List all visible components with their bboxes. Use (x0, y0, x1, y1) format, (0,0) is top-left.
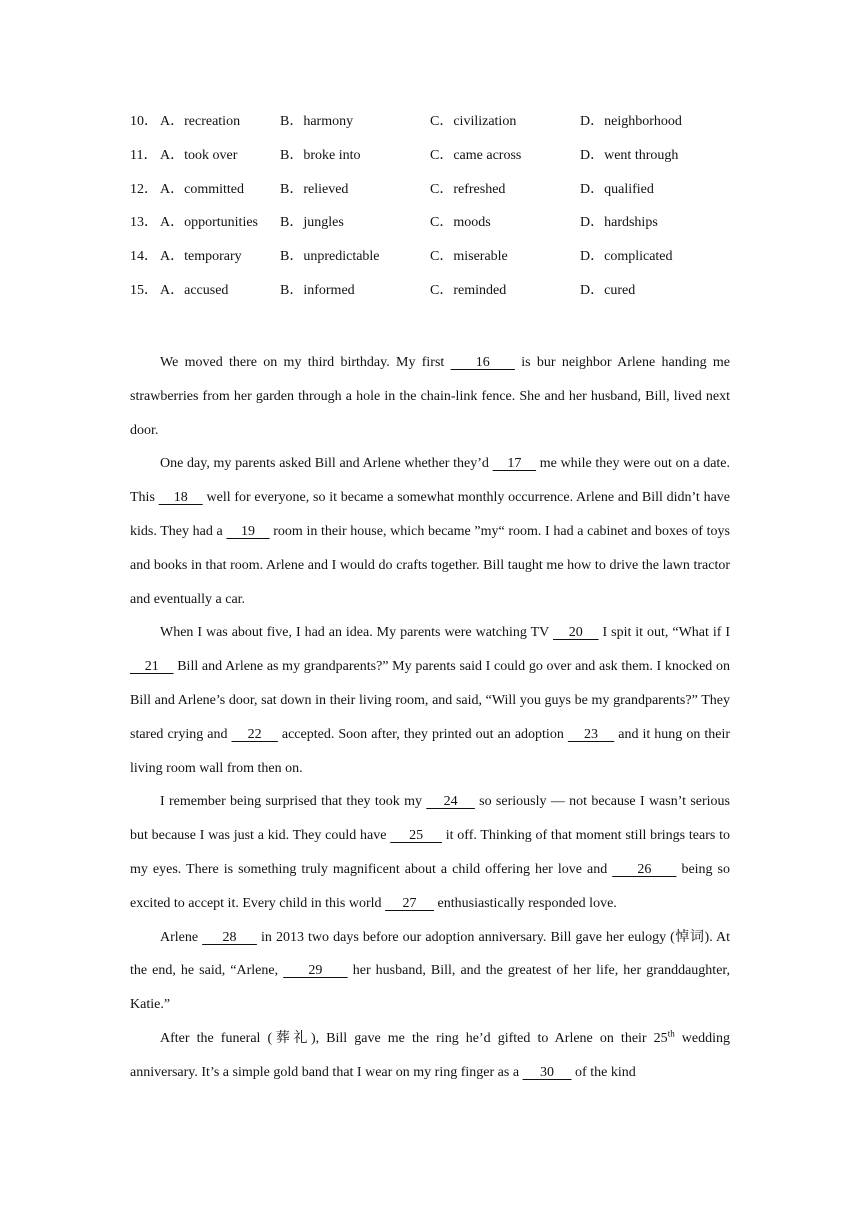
passage-text: and it hung on their living room wall from then on. (130, 726, 731, 776)
passage-text: accepted. Soon after, they printed out an adoption (277, 726, 568, 742)
blank-17: 17 (492, 456, 537, 472)
option-d: D．neighborhood (580, 114, 682, 129)
paragraph-2 (130, 447, 730, 616)
passage-text: When I was about five, I had an idea. My parents were watching TV (160, 625, 553, 641)
passage-text: Arlene (160, 929, 203, 945)
blank-21: 21 (130, 659, 174, 675)
answer-options (130, 111, 750, 314)
passage-text: is bur neighbor Arlene handing me strawberries from her garden through a hole in the chain-link fence. She and her husband, Bill, lived next door. (130, 355, 731, 438)
option-c: C．civilization (430, 114, 517, 129)
option-b: B．jungles (280, 215, 344, 231)
blank-28: 28 (202, 929, 257, 945)
option-d: D．complicated (580, 249, 673, 265)
question-number: 10． (130, 114, 158, 129)
blank-19: 19 (226, 523, 270, 539)
option-b: B．harmony (280, 114, 354, 129)
passage-text: After the funeral (葬礼), Bill gave me the ring he’d gifted to Arlene on their 25 (160, 1030, 668, 1046)
question-number: 13． (130, 215, 158, 231)
blank-27: 27 (385, 895, 435, 911)
option-c: C．reminded (430, 282, 507, 298)
option-d: D．cured (580, 282, 636, 298)
option-a: A．opportunities (160, 215, 258, 231)
passage-text: me while they were out on a date. This (130, 456, 731, 506)
option-a: A．committed (160, 181, 244, 197)
passage-text: so seriously — not because I wasn’t serious but because I was just a kid. They could have (130, 794, 730, 844)
passage-text: well for everyone, so it became a somewhat monthly occurrence. Arlene and Bill didn’t have kids. They had a (130, 490, 731, 539)
option-b: B．informed (280, 282, 355, 298)
passage-text: We moved there on my third birthday. My first (160, 355, 451, 370)
passage-text: Bill and Arlene as my grandparents?” My parents said I could go over and ask them. I knocked on Bill and Arlene’s door, sat down in their living room, and said, “Will you guys be my grandparents?” They stared crying and (130, 659, 730, 742)
blank-29: 29 (283, 963, 348, 979)
option-row-14 (130, 246, 750, 280)
passage-text: it off. Thinking of that moment still brings tears to my eyes. There is something truly magnificent about a child offering her love and (130, 828, 730, 877)
option-c: C．refreshed (430, 181, 506, 197)
option-a: A．took over (160, 147, 238, 163)
paragraph-1 (130, 346, 730, 447)
option-d: D．qualified (580, 181, 654, 197)
passage-text: being so excited to accept it. Every child in this world (130, 861, 731, 911)
cloze-passage (130, 346, 730, 1090)
blank-16: 16 (450, 355, 515, 370)
blank-26: 26 (612, 861, 677, 877)
option-a: A．accused (160, 282, 229, 298)
blank-18: 18 (158, 490, 203, 506)
option-d: D．hardships (580, 215, 658, 231)
option-row-13 (130, 212, 750, 246)
paragraph-6 (130, 1022, 730, 1090)
paragraph-4 (130, 785, 730, 920)
blank-25: 25 (390, 828, 442, 844)
option-b: B．relieved (280, 181, 349, 197)
option-row-11 (130, 145, 750, 179)
passage-text: of the kind (571, 1064, 636, 1080)
question-number: 11． (130, 147, 158, 163)
question-number: 15． (130, 282, 158, 298)
blank-22: 22 (231, 726, 278, 742)
option-d: D．went through (580, 147, 679, 163)
passage-text: I remember being surprised that they took my (160, 794, 427, 810)
superscript-th: th (667, 1028, 675, 1039)
passage-text: her husband, Bill, and the greatest of her life, her granddaughter, Katie.” (130, 963, 731, 1013)
blank-30: 30 (522, 1064, 572, 1080)
option-c: C．miserable (430, 249, 508, 265)
option-row-12 (130, 179, 750, 213)
option-a: A．temporary (160, 249, 242, 265)
passage-text: One day, my parents asked Bill and Arlene whether they’d (160, 456, 493, 472)
blank-24: 24 (426, 794, 475, 810)
option-b: B．unpredictable (280, 249, 380, 265)
option-row-15 (130, 280, 750, 314)
passage-text: room in their house, which became ”my“ room. I had a cabinet and boxes of toys and books in that room. Arlene and I would do crafts together. Bill taught me how to drive the lawn tractor and eventually a car. (130, 523, 731, 607)
blank-20: 20 (552, 625, 599, 641)
passage-text: I spit it out, “What if I (598, 625, 731, 641)
option-row-10 (130, 111, 750, 145)
blank-23: 23 (567, 726, 615, 742)
option-c: C．moods (430, 215, 491, 231)
option-a: A．recreation (160, 114, 241, 129)
paragraph-5 (130, 921, 730, 1022)
passage-text: in 2013 two days before our adoption anniversary. Bill gave her eulogy (悼词). At the end, he said, “Arlene, (130, 929, 731, 979)
option-c: C．came across (430, 147, 522, 163)
passage-text: enthusiastically responded love. (434, 895, 617, 911)
question-number: 14． (130, 249, 158, 265)
option-b: B．broke into (280, 147, 361, 163)
question-number: 12． (130, 181, 158, 197)
passage-text: wedding anniversary. It’s a simple gold band that I wear on my ring finger as a (130, 1030, 730, 1080)
paragraph-3 (130, 616, 730, 785)
